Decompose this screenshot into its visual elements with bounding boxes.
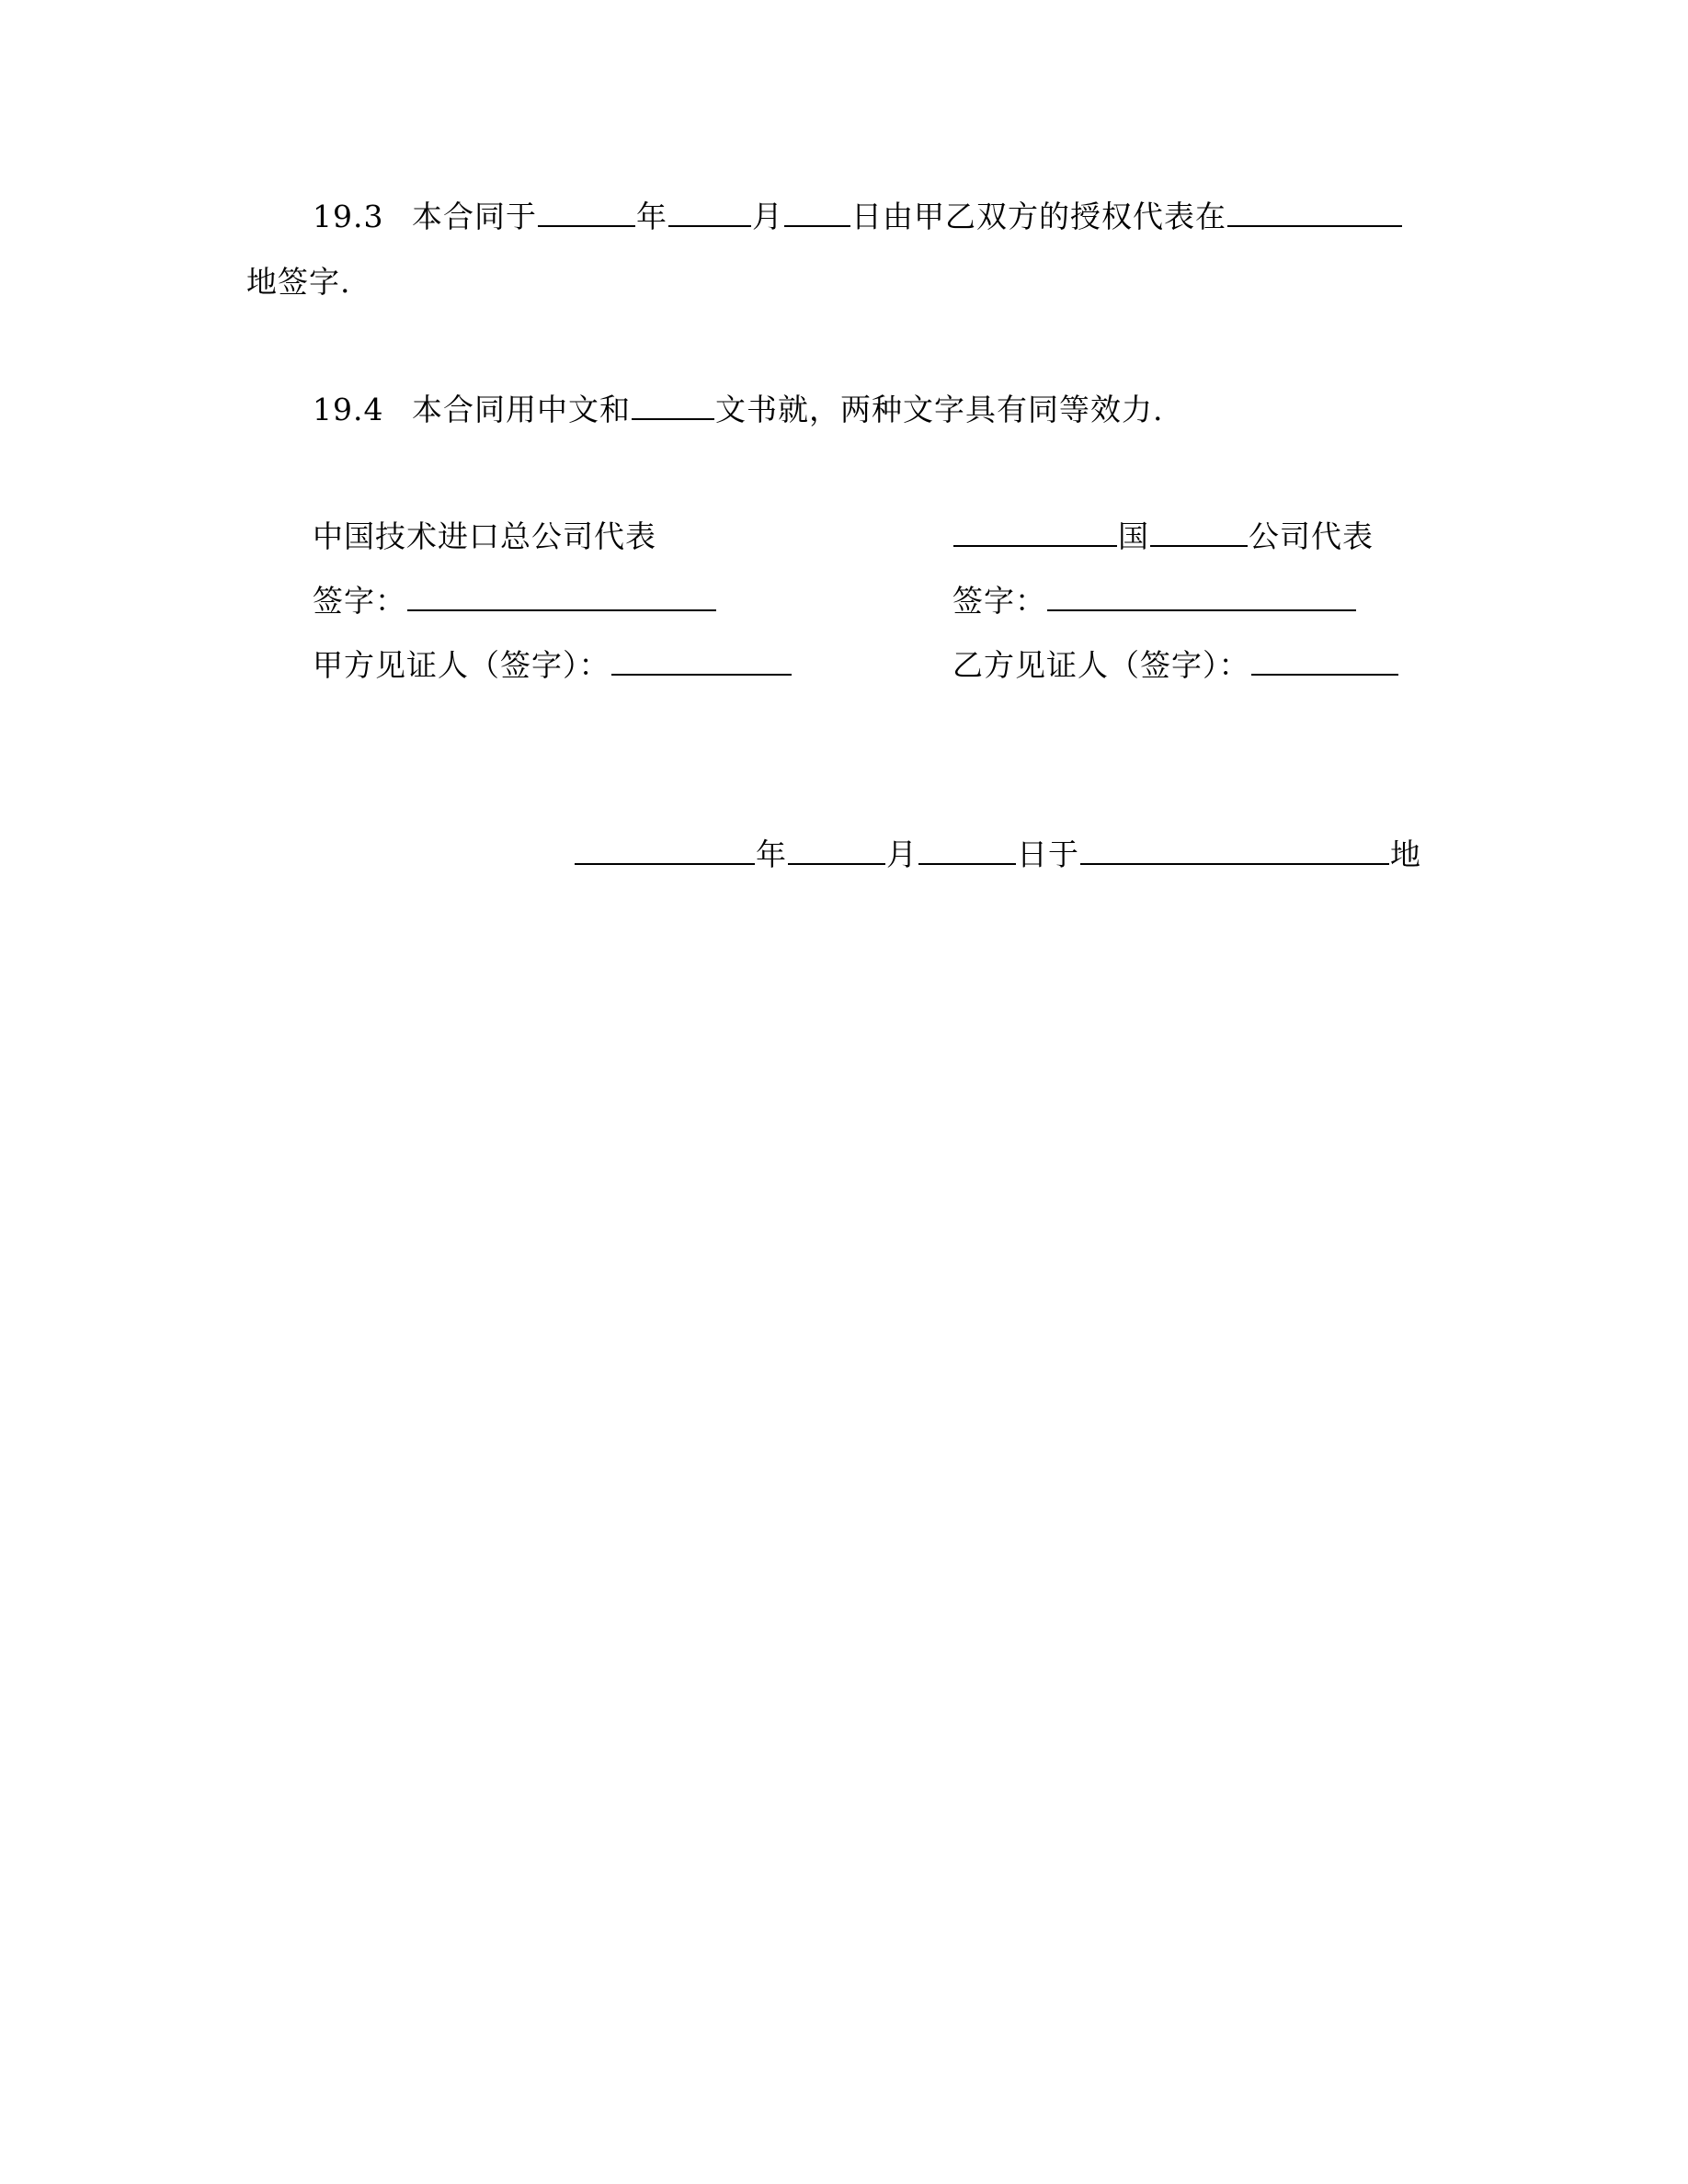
party-a-sign-label: 签字： [313,583,406,619]
place-blank[interactable] [1227,198,1402,227]
party-b-country-blank[interactable] [953,518,1117,547]
party-b-witness-label: 乙方见证人（签字）： [952,647,1250,683]
clause-19-4 [313,390,1164,430]
year-blank[interactable] [538,198,635,227]
clause-number: 19.3 [313,199,384,234]
footer-day-blank[interactable] [918,836,1016,865]
footer-date-line [574,835,1421,875]
party-a-witness [313,645,793,686]
year-label: 年 [636,199,667,234]
party-b-title-suffix: 公司代表 [1249,518,1374,554]
party-a-witness-label: 甲方见证人（签字）： [313,647,610,683]
party-b-sign-label: 签字： [952,583,1046,619]
footer-year-label: 年 [756,836,787,872]
footer-place-blank[interactable] [1080,836,1389,865]
party-a-sign-blank[interactable] [407,582,716,611]
clause-text: 本合同用中文和 [412,392,631,427]
clause-19-3-line-1 [313,197,1403,237]
party-b-sign-blank[interactable] [1047,582,1356,611]
clause-number: 19.4 [313,392,384,427]
party-b-title [952,517,1374,557]
clause-text-rest: 日由甲乙双方的授权代表在 [851,199,1226,234]
footer-year-blank[interactable] [575,836,755,865]
party-b-witness [952,645,1399,686]
language-blank[interactable] [632,391,714,420]
party-a-title [313,517,656,557]
clause-text-rest: 文书就，两种文字具有同等效力. [715,392,1164,427]
month-label: 月 [752,199,783,234]
footer-month-blank[interactable] [788,836,885,865]
footer-month-label: 月 [886,836,918,872]
party-b-witness-blank[interactable] [1251,646,1398,676]
footer-place-label: 地 [1390,836,1421,872]
day-blank[interactable] [784,198,850,227]
party-b-sign [952,581,1357,621]
party-a-title-text: 中国技术进口总公司代表 [313,518,656,554]
party-b-country-label: 国 [1118,518,1149,554]
footer-day-label: 日于 [1017,836,1079,872]
month-blank[interactable] [668,198,751,227]
party-a-witness-blank[interactable] [611,646,792,676]
clause-text: 本合同于 [412,199,537,234]
party-b-company-blank[interactable] [1150,518,1248,547]
party-a-sign [313,581,717,621]
clause-text-cont: 地签字. [246,264,351,300]
clause-19-3-line-2 [246,262,351,302]
